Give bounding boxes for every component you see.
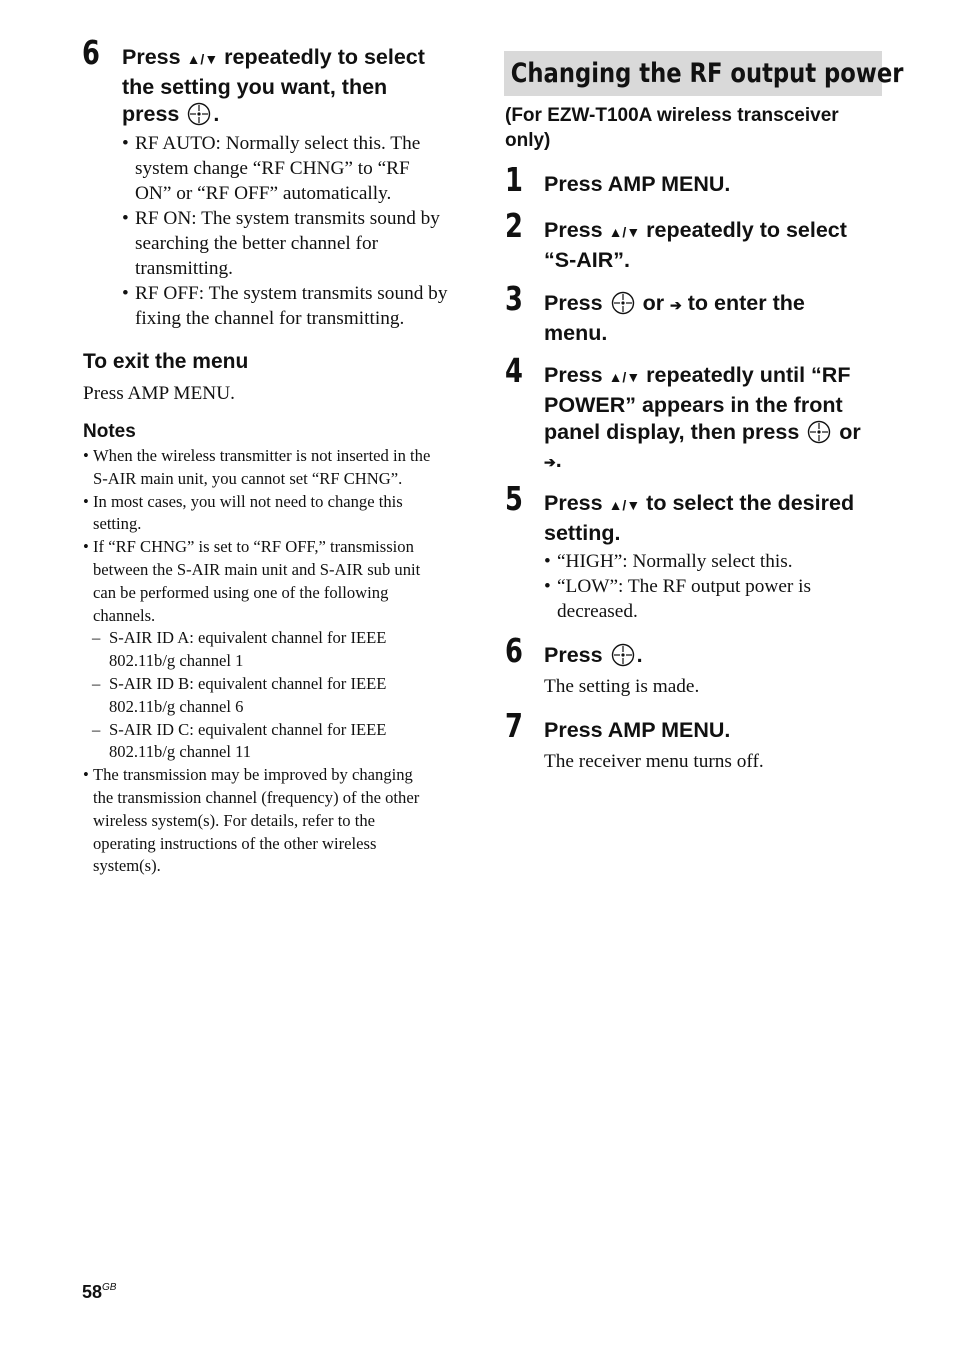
step-7-result: The receiver menu turns off. — [544, 751, 764, 772]
note-line: – S-AIR ID B: equivalent channel for IEEE — [109, 673, 387, 693]
channel-list — [92, 627, 473, 764]
enter-button-icon — [807, 420, 831, 444]
page-number-value: 58 — [82, 1282, 103, 1302]
note-line: the transmission channel (frequency) of the other — [93, 787, 420, 807]
step-text: to enter the — [687, 291, 805, 315]
step-number-3: 3 — [505, 279, 523, 318]
up-down-arrow-icon: ▲/▼ — [608, 369, 641, 385]
step-text: Press — [544, 643, 603, 667]
subtitle-line: (For EZW-T100A wireless transceiver — [505, 105, 839, 126]
note-subitem — [92, 673, 473, 719]
step-4-heading — [544, 362, 889, 476]
note-line: can be performed using one of the following — [93, 582, 389, 602]
list-line: • “LOW”: The RF output power is — [557, 576, 812, 597]
note-item — [83, 536, 473, 764]
step-number-5: 5 — [505, 479, 523, 518]
subtitle-line: only) — [505, 130, 551, 151]
up-down-arrow-icon: ▲/▼ — [186, 51, 219, 67]
list-line: fixing the channel for transmitting. — [135, 308, 405, 329]
page-number — [82, 1282, 116, 1303]
step-text: press — [122, 102, 180, 126]
step-number-6: 6 — [82, 33, 100, 72]
step-2-heading — [544, 217, 884, 274]
enter-button-icon — [611, 643, 635, 667]
note-line: setting. — [93, 514, 142, 534]
step-text: the setting you want, then — [122, 74, 388, 99]
note-subitem — [92, 627, 473, 673]
note-line: 802.11b/g channel 11 — [109, 742, 252, 762]
step-number-6-right: 6 — [505, 631, 523, 670]
note-line: • If “RF CHNG” is set to “RF OFF,” transmission — [93, 537, 414, 557]
note-line: • The transmission may be improved by changing — [93, 765, 413, 785]
step-number-4: 4 — [505, 351, 523, 390]
step-text: menu. — [544, 320, 608, 345]
note-item — [83, 491, 473, 537]
list-line: • RF OFF: The system transmits sound by — [135, 283, 448, 304]
up-down-arrow-icon: ▲/▼ — [608, 224, 641, 240]
note-line: operating instructions of the other wireless — [93, 833, 377, 853]
step-text: POWER” appears in the front — [544, 392, 843, 417]
exit-menu-heading: To exit the menu — [83, 350, 249, 373]
step-text: Press — [544, 291, 603, 315]
step-6-options — [122, 131, 482, 331]
note-line: channels. — [93, 605, 156, 625]
list-line: searching the better channel for — [135, 233, 379, 254]
section-banner — [504, 51, 904, 96]
step-text: or — [642, 291, 665, 315]
note-line: 802.11b/g channel 6 — [109, 696, 244, 716]
step-7-heading: Press AMP MENU. — [544, 718, 731, 742]
list-item — [544, 574, 884, 624]
step-text: . — [636, 643, 643, 667]
exit-menu-text: Press AMP MENU. — [83, 383, 235, 404]
step-1-heading: Press AMP MENU. — [544, 172, 731, 196]
note-line: 802.11b/g channel 1 — [109, 651, 244, 671]
list-line: • “HIGH”: Normally select this. — [557, 551, 793, 572]
note-line: between the S-AIR main unit and S-AIR sub unit — [93, 559, 421, 579]
step-3-heading — [544, 290, 884, 347]
list-item — [122, 131, 482, 206]
list-line: transmitting. — [135, 258, 234, 279]
right-arrow-icon: ➔ — [544, 453, 556, 470]
list-line: • RF AUTO: Normally select this. The — [135, 133, 421, 154]
note-item — [83, 764, 473, 878]
step-number-2: 2 — [505, 206, 523, 245]
note-line: – S-AIR ID A: equivalent channel for IEEE — [109, 628, 387, 648]
note-line: system(s). — [93, 856, 161, 876]
note-item — [83, 445, 473, 491]
step-6-heading — [122, 44, 482, 129]
note-subitem — [92, 719, 473, 765]
step-text: Press — [544, 363, 603, 387]
step-text: Press — [544, 491, 603, 515]
step-text: . — [213, 102, 220, 126]
enter-button-icon — [611, 291, 635, 315]
step-number-7: 7 — [505, 706, 523, 745]
list-item — [122, 206, 482, 281]
enter-button-icon — [187, 102, 211, 126]
step-5-options — [544, 549, 884, 624]
page-region: GB — [102, 1282, 117, 1293]
step-text: “S-AIR”. — [544, 247, 630, 272]
note-line: – S-AIR ID C: equivalent channel for IEEE — [109, 719, 387, 739]
note-line: S-AIR main unit, you cannot set “RF CHNG”. — [93, 468, 403, 488]
step-text: repeatedly to select — [224, 45, 425, 69]
notes-heading: Notes — [83, 421, 136, 442]
list-item — [122, 281, 482, 331]
list-item — [544, 549, 884, 574]
list-line: • RF ON: The system transmits sound by — [135, 208, 440, 229]
note-line: • In most cases, you will not need to change this — [93, 491, 403, 511]
list-line: decreased. — [557, 601, 638, 622]
section-title: Changing the RF output power — [510, 58, 904, 89]
step-text: panel display, then press — [544, 420, 800, 444]
list-line: ON” or “RF OFF” automatically. — [135, 183, 392, 204]
note-line: • When the wireless transmitter is not inserted in the — [93, 446, 431, 465]
notes-list — [83, 445, 473, 878]
section-subtitle — [505, 103, 839, 153]
step-number-1: 1 — [505, 160, 523, 199]
step-5-heading — [544, 490, 889, 547]
step-6-right-heading — [544, 642, 643, 670]
step-text: . — [555, 447, 562, 472]
step-text: or — [839, 420, 861, 444]
right-arrow-icon: ➔ — [670, 297, 682, 313]
step-text: setting. — [544, 520, 621, 545]
step-text: repeatedly to select — [646, 218, 847, 242]
step-text: Press — [544, 218, 603, 242]
step-text: Press — [122, 45, 181, 69]
list-line: system change “RF CHNG” to “RF — [135, 158, 410, 179]
step-6-right-result: The setting is made. — [544, 676, 700, 697]
up-down-arrow-icon: ▲/▼ — [608, 497, 641, 513]
note-line: wireless system(s). For details, refer to the — [93, 810, 376, 830]
step-text: to select the desired — [646, 491, 855, 515]
step-text: repeatedly until “RF — [646, 363, 851, 387]
